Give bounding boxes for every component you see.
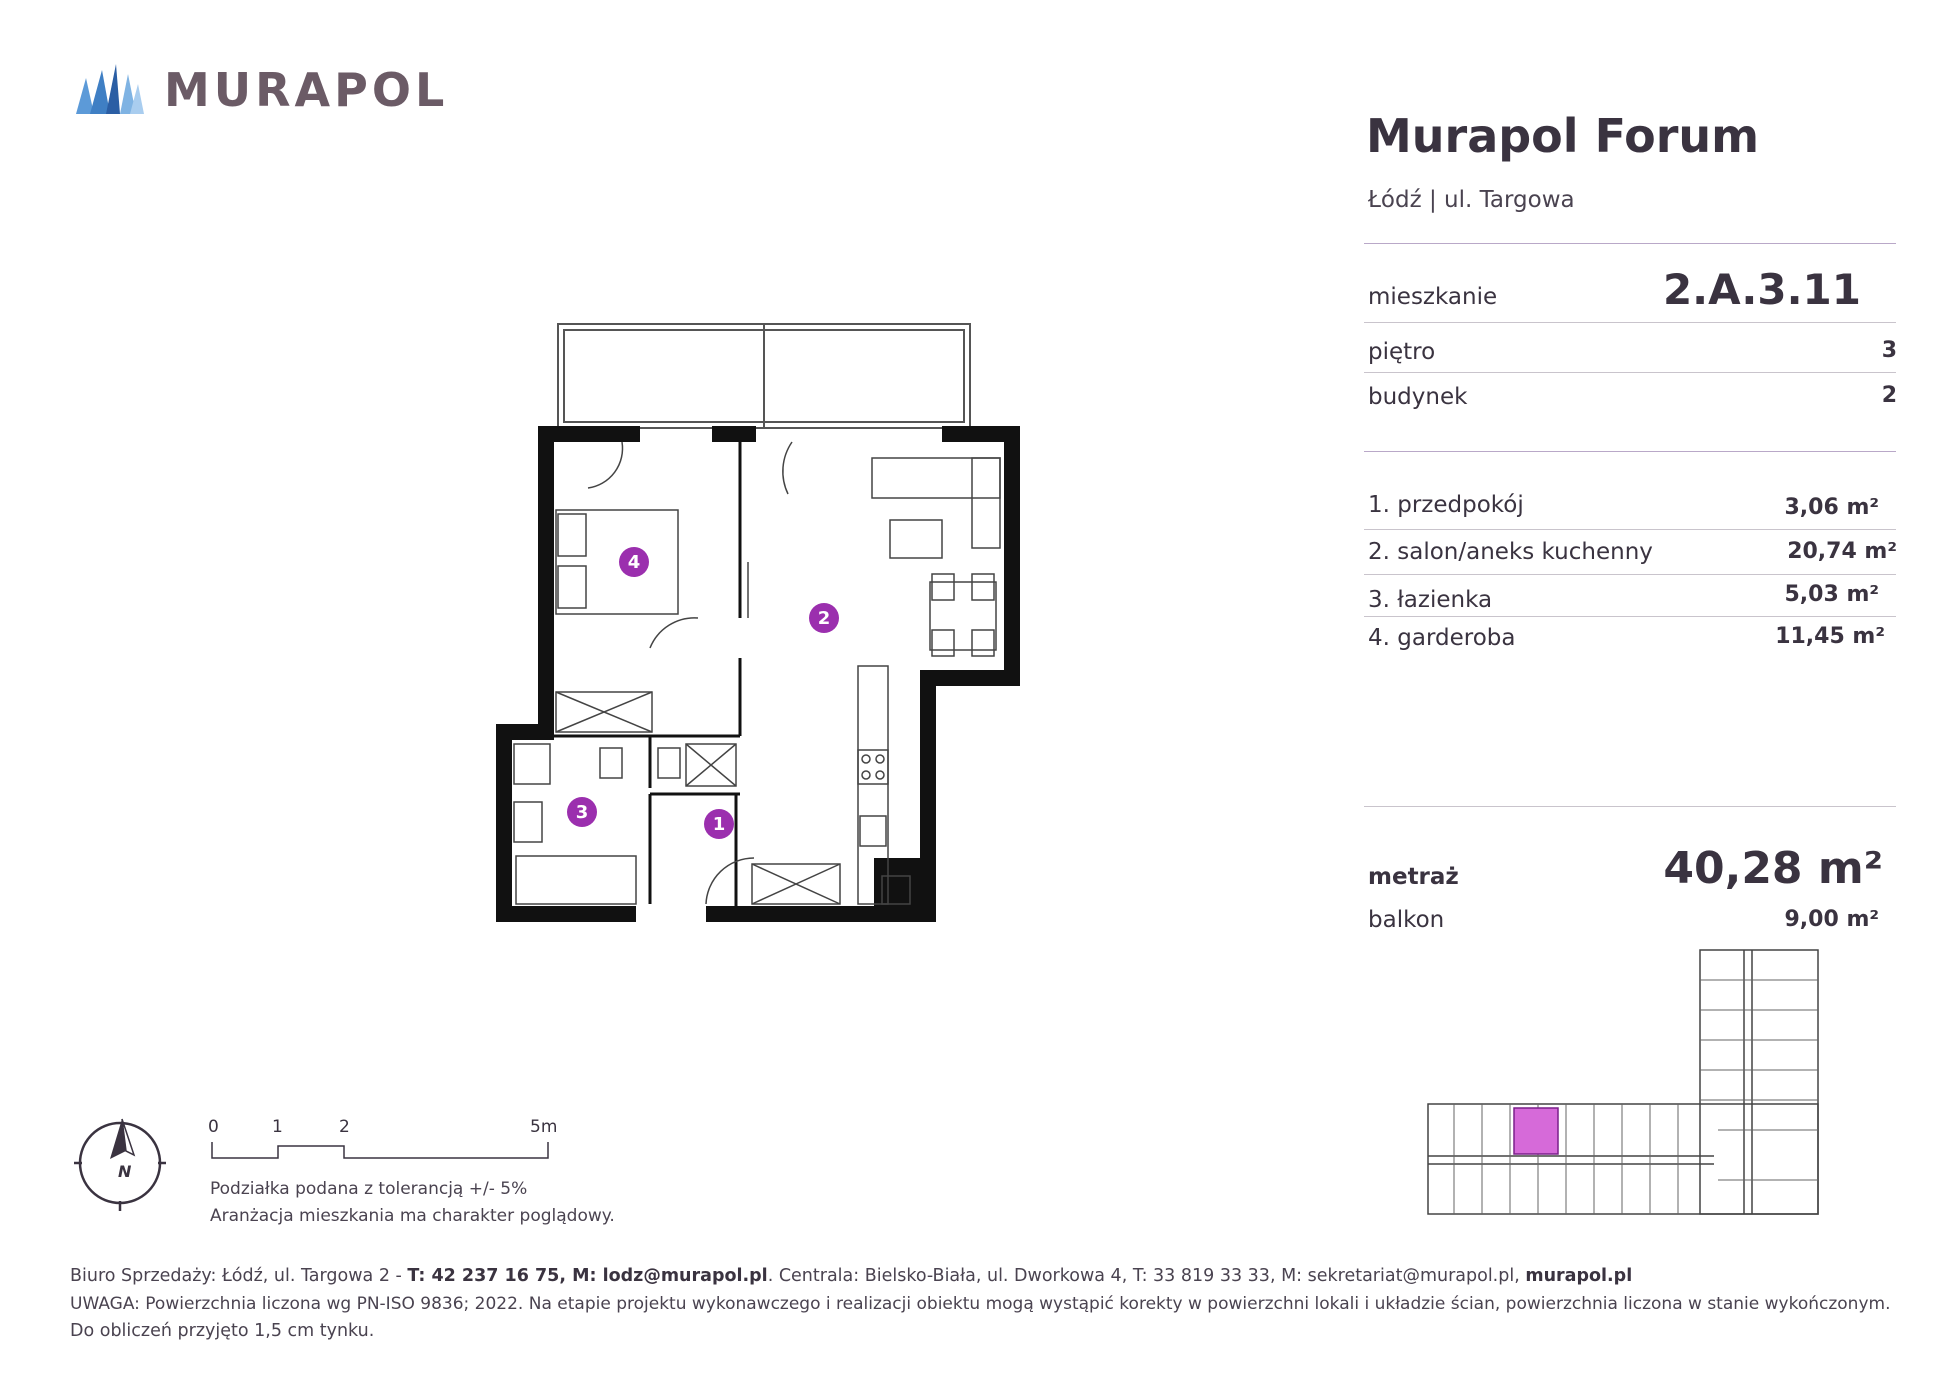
divider	[1364, 806, 1896, 807]
divider	[1364, 372, 1896, 373]
brand-name: MURAPOL	[164, 63, 449, 117]
divider	[1364, 243, 1896, 244]
divider	[1364, 529, 1896, 530]
room-area: 11,45 m²	[1775, 624, 1885, 649]
room-marker-1-label: 1	[712, 814, 726, 835]
apartment-number: 2.A.3.11	[1662, 265, 1861, 314]
scale-tick-1: 1	[272, 1118, 283, 1137]
room-marker-4-label: 4	[627, 552, 641, 573]
walls	[496, 426, 1020, 922]
room-label: 4. garderoba	[1368, 625, 1516, 651]
footer-website-link[interactable]: murapol.pl	[1525, 1266, 1633, 1286]
floor-label: piętro	[1368, 339, 1436, 365]
footer-office-contact: T: 42 237 16 75, M: lodz@murapol.pl	[407, 1266, 768, 1286]
scale-tick-0: 0	[208, 1118, 219, 1137]
footer-hq: . Centrala: Bielsko-Biała, ul. Dworkowa 4, T: 33 819 33 33, M: sekretariat@murapol.pl,	[767, 1266, 1526, 1286]
divider	[1364, 616, 1896, 617]
project-title: Murapol Forum	[1366, 109, 1760, 163]
highlighted-apartment	[1514, 1108, 1558, 1154]
divider	[1364, 451, 1896, 452]
building-key-plan	[1424, 946, 1824, 1221]
footer-office: Biuro Sprzedaży: Łódź, ul. Targowa 2 -	[70, 1266, 408, 1286]
balcony-label: balkon	[1368, 907, 1445, 933]
floor-value: 3	[1881, 338, 1897, 363]
project-location: Łódź | ul. Targowa	[1368, 187, 1575, 213]
total-area-label: metraż	[1368, 864, 1459, 890]
footer-notice: UWAGA: Powierzchnia liczona wg PN-ISO 9836; 2022. Na etapie projektu wykonawczego i realizacji obiektu mogą wystąpić korekty w powierzchni lokali i układzie ścian, powierzchnia liczona w stanie wykończonym.	[70, 1294, 1891, 1314]
building-value: 2	[1881, 383, 1897, 408]
floor-plan	[490, 318, 1040, 928]
scale-tick-5m: 5m	[530, 1118, 558, 1137]
room-area: 5,03 m²	[1784, 582, 1879, 607]
compass-icon	[70, 1115, 170, 1215]
room-area: 3,06 m²	[1784, 495, 1879, 520]
room-area: 20,74 m²	[1787, 539, 1897, 564]
room-marker-2-label: 2	[817, 608, 831, 629]
room-marker-3-label: 3	[575, 802, 589, 823]
balcony-outline	[558, 324, 970, 428]
scale-note: Podziałka podana z tolerancją +/- 5%	[210, 1179, 528, 1199]
scale-bar	[200, 1118, 570, 1168]
building-label: budynek	[1368, 384, 1468, 410]
murapol-logo-icon	[76, 64, 144, 114]
divider	[1364, 322, 1896, 323]
room-label: 2. salon/aneks kuchenny	[1368, 539, 1653, 565]
divider	[1364, 574, 1896, 575]
compass-label: N	[118, 1162, 132, 1181]
room-label: 3. łazienka	[1368, 587, 1493, 613]
arrangement-note: Aranżacja mieszkania ma charakter poglądowy.	[210, 1206, 615, 1226]
scale-tick-2: 2	[339, 1118, 350, 1137]
total-area-value: 40,28 m²	[1663, 843, 1883, 894]
balcony-value: 9,00 m²	[1784, 907, 1879, 932]
footer-plaster-note: Do obliczeń przyjęto 1,5 cm tynku.	[70, 1321, 375, 1341]
apartment-label: mieszkanie	[1368, 284, 1498, 310]
footer-contact	[70, 1265, 1632, 1287]
room-label: 1. przedpokój	[1368, 492, 1524, 518]
